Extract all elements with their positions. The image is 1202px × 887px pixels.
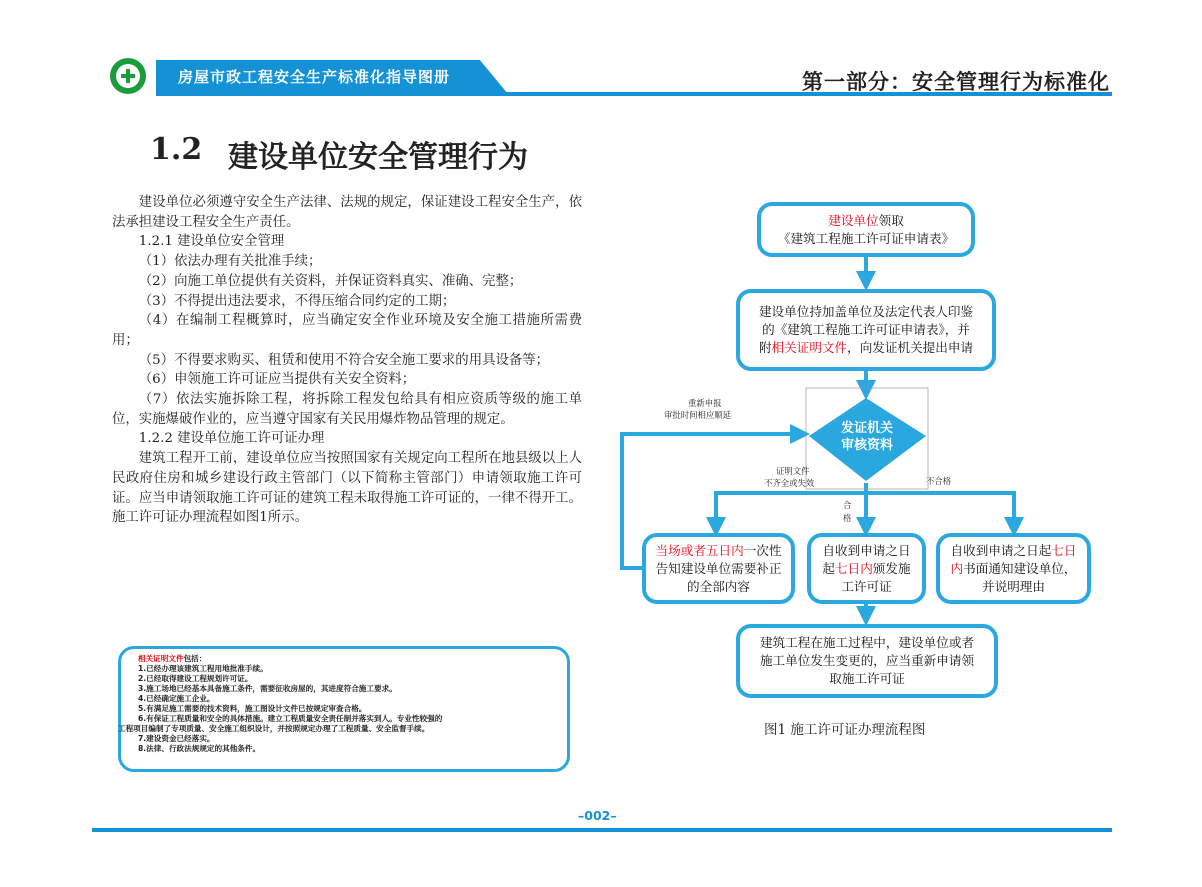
- flow-box-mid: [807, 533, 926, 604]
- section-title: 建设单位安全管理行为: [228, 140, 528, 175]
- flow-box-right-post: 书面通知建设单位，: [963, 560, 1077, 576]
- flow-box-right-pre: 自收到申请之日起: [950, 542, 1052, 558]
- permit-paragraph: 建筑工程开工前，建设单位应当按照国家有关规定向工程所在地县级以上人民政府住房和城乡建设行政主管部门（以下简称主管部门）申请领取施工许可证。应当申请领取施工许可证的建筑工程未取得施工许可证的，一律不得开工。施工许可证办理流程如图1所示。: [112, 451, 582, 526]
- label-incomplete-2: 不齐全或失效: [764, 478, 815, 488]
- note-title-rest: 包括：: [183, 654, 207, 663]
- flow-box-last-line2: 施工单位发生变更的，应当重新申请领: [759, 653, 975, 668]
- flow-box-mid-line1: 自收到申请之日: [822, 542, 911, 558]
- part-title: 第一部分：安全管理行为标准化: [802, 69, 1110, 94]
- note-line: 6.有保证工程质量和安全的具体措施。建立工程质量安全责任制并落实到人。专业性较强的: [138, 714, 443, 723]
- label-incomplete: [776, 466, 810, 477]
- flow-box-left-line3: 的全部内容: [687, 578, 750, 594]
- label-incomplete-1: 证明文件: [776, 466, 810, 476]
- list-item: （3）不得提出违法要求，不得压缩合同约定的工期；: [138, 293, 456, 309]
- note-line: 1.已经办理该建筑工程用地批准手续。: [138, 664, 268, 673]
- list-item: （4）在编制工程概算时，应当确定安全作业环境及安全施工措施所需费用；: [112, 313, 582, 348]
- label-resubmit-1: 重新申报: [688, 398, 722, 408]
- label-pass: [843, 500, 851, 511]
- flow-box-1-highlight: 建设单位: [828, 212, 879, 228]
- figure-caption: 图1 施工许可证办理流程图: [764, 722, 926, 738]
- note-line: 4.已经确定施工企业。: [138, 694, 215, 703]
- flow-box-left-line2: 告知建设单位需要补正: [655, 560, 782, 576]
- flow-box-mid-highlight: 七日内: [835, 560, 873, 576]
- list-item: （1）依法办理有关批准手续；: [138, 254, 322, 270]
- note-line: 3.施工场地已经基本具备施工条件，需要征收房屋的，其进度符合施工要求。: [138, 684, 397, 693]
- flow-box-1: [757, 202, 975, 257]
- subsection-title: 1.2.2 建设单位施工许可证办理: [138, 431, 325, 447]
- list-item: （2）向施工单位提供有关资料，并保证资料真实、准确、完整；: [138, 273, 523, 289]
- flow-box-right-highlight-2: 内: [950, 560, 964, 576]
- page-number: –002–: [578, 808, 617, 823]
- list-item: （7）依法实施拆除工程，将拆除工程发包给具有相应资质等级的施工单位，实施爆破作业的，应当遵守国家有关民用爆炸物品管理的规定。: [112, 392, 582, 427]
- label-incomplete-invalid: [764, 478, 814, 489]
- flow-box-2-line2: 的《建筑工程施工许可证申请表》，并: [762, 322, 970, 337]
- flow-box-left: [642, 533, 795, 604]
- flow-box-last: [736, 624, 998, 698]
- label-fail-text: 不合格: [926, 476, 952, 486]
- label-pass-2-text: 格: [843, 513, 852, 523]
- intro-paragraph: 建设单位必须遵守安全生产法律、法规的规定，保证建设工程安全生产，依法承担建设工程安全生产责任。: [112, 195, 582, 230]
- list-item: （5）不得要求购买、租赁和使用不符合安全施工要求的用具设备等；: [138, 352, 550, 368]
- flow-box-mid-post: 颁发施: [872, 560, 911, 576]
- note-line: 工程项目编制了专项质量、安全施工组织设计，并按照规定办理了工程质量、安全监督手续。: [118, 724, 430, 733]
- note-line: 8.法律、行政法规规定的其他条件。: [138, 744, 261, 753]
- list-item: （6）申领施工许可证应当提供有关安全资料；: [138, 372, 416, 388]
- flow-box-right-highlight: 七日: [1051, 542, 1077, 558]
- flow-box-left-highlight: 当场或者五日内: [655, 542, 744, 558]
- label-fail: [926, 476, 951, 487]
- flow-box-2-post: ，向发证机关提出申请: [847, 340, 974, 355]
- diamond-line1: 发证机关: [840, 421, 893, 436]
- flow-box-mid-line3: 工许可证: [841, 578, 892, 594]
- header-band-title: 房屋市政工程安全生产标准化指导图册: [178, 68, 451, 86]
- flow-box-right: [936, 533, 1091, 604]
- note-title-highlight: 相关证明文件: [138, 654, 184, 663]
- footer-rule: [92, 828, 1112, 832]
- diamond-label: [836, 420, 898, 454]
- section-number: 1.2: [150, 132, 203, 167]
- note-line: 5.有满足施工需要的技术资料，施工图设计文件已按规定审查合格。: [138, 704, 367, 713]
- flow-box-mid-pre: 起: [822, 560, 836, 576]
- flow-box-left-text: 一次性: [743, 542, 782, 558]
- flow-box-last-line1: 建筑工程在施工过程中，建设单位或者: [759, 635, 975, 650]
- subsection-title: 1.2.1 建设单位安全管理: [138, 234, 285, 250]
- label-resubmit-2: 审批时间相应顺延: [664, 410, 731, 420]
- note-line: 2.已经取得建设工程规划许可证。: [138, 674, 253, 683]
- label-pass-1: 合: [843, 500, 852, 510]
- label-resubmit: [688, 398, 722, 409]
- flow-box-2-highlight: 相关证明文件: [771, 340, 848, 355]
- flow-box-right-line3: 并说明理由: [982, 578, 1045, 594]
- flow-box-2: [736, 289, 996, 371]
- label-pass-2: [843, 513, 851, 524]
- arrow-to-right: [866, 493, 1014, 533]
- flow-box-2-pre: 附: [758, 340, 772, 355]
- label-resubmit-delay: [664, 410, 731, 421]
- flow-box-last-line3: 取施工许可证: [829, 671, 905, 686]
- flow-box-2-line1: 建设单位持加盖单位及法定代表人印鉴: [758, 304, 974, 319]
- diamond-line2: 审核资料: [840, 438, 893, 453]
- flow-box-1-line2: 《建筑工程施工许可证申请表》: [777, 230, 955, 246]
- flow-box-1-text: 领取: [878, 212, 904, 228]
- note-line: 7.建设资金已经落实。: [138, 734, 215, 743]
